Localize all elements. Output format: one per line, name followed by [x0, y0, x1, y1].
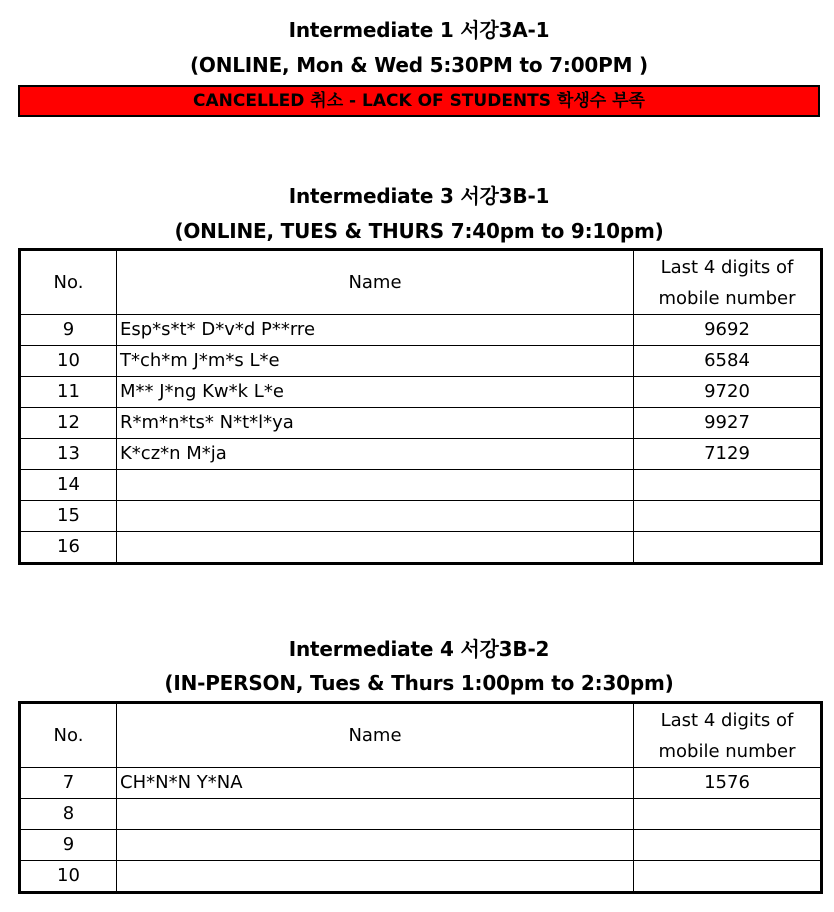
table-header-row: [20, 703, 822, 768]
row-name: [117, 830, 634, 861]
header-name: Name: [117, 703, 634, 768]
row-phone: 6584: [634, 346, 822, 377]
header-phone: [634, 703, 822, 768]
section3-title: Intermediate 4 서강3B-2: [288, 637, 550, 661]
row-no: 7: [20, 768, 117, 799]
table-row: [20, 861, 822, 893]
row-name: [117, 799, 634, 830]
row-phone: 9927: [634, 408, 822, 439]
row-phone: 7129: [634, 439, 822, 470]
table-row: [20, 768, 822, 799]
table-row: [20, 501, 822, 532]
row-no: 15: [20, 501, 117, 532]
row-phone: [634, 830, 822, 861]
row-no: 8: [20, 799, 117, 830]
row-no: 12: [20, 408, 117, 439]
row-name: K*cz*n M*ja: [117, 439, 634, 470]
row-phone: [634, 470, 822, 501]
section2-table: [18, 248, 823, 565]
row-no: 14: [20, 470, 117, 501]
table-row: [20, 439, 822, 470]
row-phone: [634, 861, 822, 893]
header-phone-line2: mobile number: [658, 740, 796, 762]
row-name: [117, 501, 634, 532]
row-name: R*m*n*ts* N*t*l*ya: [117, 408, 634, 439]
section3-table: [18, 701, 823, 894]
row-phone: 9692: [634, 315, 822, 346]
row-phone: 9720: [634, 377, 822, 408]
row-no: 10: [20, 861, 117, 893]
header-phone-line1: Last 4 digits of: [660, 709, 794, 731]
section1-subtitle: (ONLINE, Mon & Wed 5:30PM to 7:00PM ): [189, 53, 648, 77]
row-phone: [634, 501, 822, 532]
table-row: [20, 377, 822, 408]
table-row: [20, 532, 822, 564]
section2-title: Intermediate 3 서강3B-1: [288, 184, 550, 208]
table-row: [20, 470, 822, 501]
section2-subtitle: (ONLINE, TUES & THURS 7:40pm to 9:10pm): [174, 219, 664, 243]
table-header-row: [20, 250, 822, 315]
row-name: [117, 532, 634, 564]
row-phone: [634, 799, 822, 830]
table-row: [20, 799, 822, 830]
cancelled-banner: CANCELLED 취소 - LACK OF STUDENTS 학생수 부족: [18, 85, 820, 117]
row-name: T*ch*m J*m*s L*e: [117, 346, 634, 377]
row-phone: [634, 532, 822, 564]
section1-title: Intermediate 1 서강3A-1: [288, 18, 550, 42]
row-no: 16: [20, 532, 117, 564]
row-name: CH*N*N Y*NA: [117, 768, 634, 799]
table-row: [20, 408, 822, 439]
table-row: [20, 830, 822, 861]
header-phone: [634, 250, 822, 315]
row-no: 13: [20, 439, 117, 470]
table-row: [20, 346, 822, 377]
row-no: 9: [20, 830, 117, 861]
row-no: 11: [20, 377, 117, 408]
row-phone: 1576: [634, 768, 822, 799]
row-name: M** J*ng Kw*k L*e: [117, 377, 634, 408]
row-no: 9: [20, 315, 117, 346]
header-phone-line2: mobile number: [658, 287, 796, 309]
row-name: [117, 861, 634, 893]
row-name: Esp*s*t* D*v*d P**rre: [117, 315, 634, 346]
table-row: [20, 315, 822, 346]
section3-subtitle: (IN-PERSON, Tues & Thurs 1:00pm to 2:30pm): [164, 671, 674, 695]
row-no: 10: [20, 346, 117, 377]
header-phone-line1: Last 4 digits of: [660, 256, 794, 278]
header-no: No.: [20, 250, 117, 315]
header-no: No.: [20, 703, 117, 768]
header-name: Name: [117, 250, 634, 315]
row-name: [117, 470, 634, 501]
